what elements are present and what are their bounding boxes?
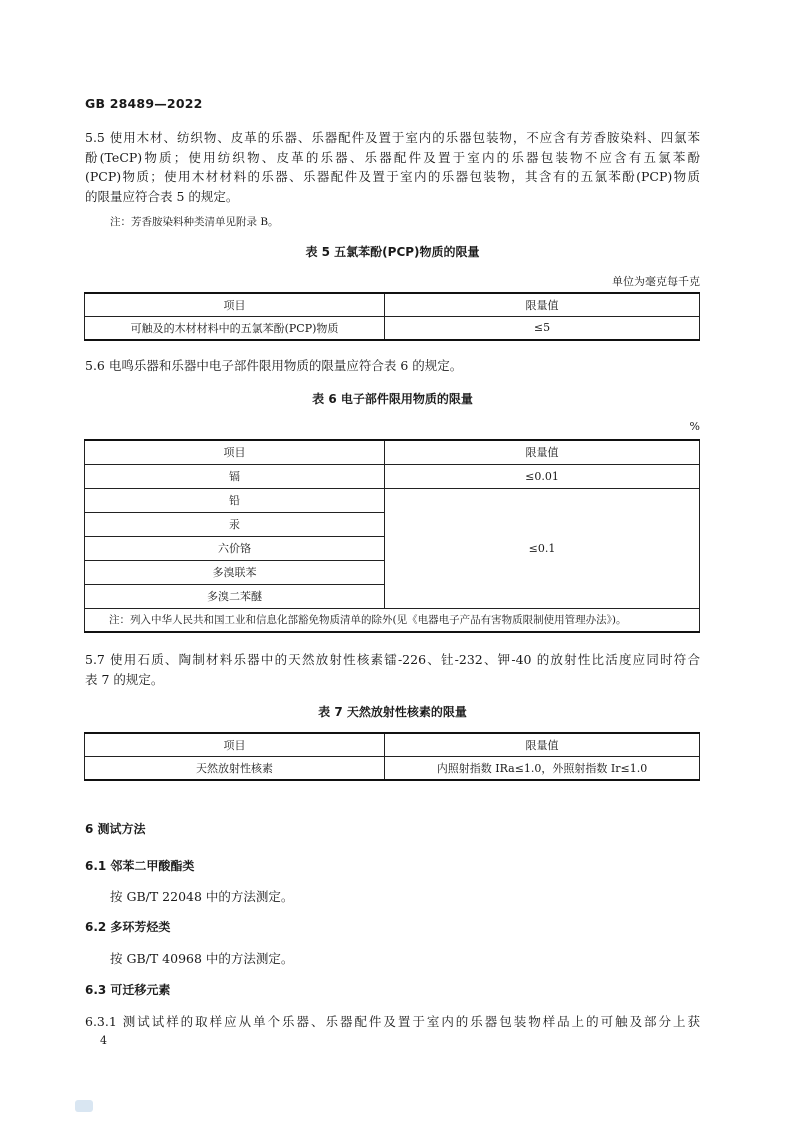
table6-unit: % bbox=[689, 420, 700, 433]
table6 bbox=[84, 439, 700, 633]
clause-5-5-note: 注：芳香胺染料种类清单见附录 B。 bbox=[110, 216, 279, 228]
table7-header-item: 项目 bbox=[85, 733, 385, 756]
table7-cell-item: 天然放射性核素 bbox=[85, 756, 385, 780]
clause-5-6: 5.6 电鸣乐器和乐器中电子部件限用物质的限量应符合表 6 的规定。 bbox=[85, 358, 463, 373]
table-row bbox=[85, 756, 700, 780]
table6-cell-item: 多溴二苯醚 bbox=[85, 584, 385, 608]
clause-5-7-line: 5.7 使用石质、陶制材料乐器中的天然放射性核素镭-226、钍-232、钾-40 的放射性比活度应同时符合 bbox=[85, 652, 700, 667]
section-6-3-title: 6.3 可迁移元素 bbox=[85, 983, 171, 997]
table-row bbox=[85, 316, 700, 340]
table7-caption: 表 7 天然放射性核素的限量 bbox=[318, 705, 467, 719]
table-row bbox=[85, 464, 700, 488]
table6-cell-group-limit: ≤0.1 bbox=[385, 488, 700, 608]
section-6-1-body: 按 GB/T 22048 中的方法测定。 bbox=[110, 889, 294, 904]
table5-cell-limit: ≤5 bbox=[385, 316, 700, 340]
table5-cell-item: 可触及的木材材料中的五氯苯酚(PCP)物质 bbox=[85, 316, 385, 340]
table7 bbox=[84, 732, 700, 781]
table5-header-item: 项目 bbox=[85, 293, 385, 316]
clause-5-7 bbox=[85, 650, 700, 689]
table6-cell-item: 六价铬 bbox=[85, 536, 385, 560]
table6-cell-item: 汞 bbox=[85, 512, 385, 536]
page-number: 4 bbox=[100, 1034, 107, 1047]
section-6-2-title: 6.2 多环芳烃类 bbox=[85, 920, 171, 934]
clause-5-7-line: 表 7 的规定。 bbox=[85, 671, 164, 687]
section-6-title: 6 测试方法 bbox=[85, 822, 146, 836]
table6-cell-item: 多溴联苯 bbox=[85, 560, 385, 584]
clause-6-3-1: 6.3.1 测试试样的取样应从单个乐器、乐器配件及置于室内的乐器包装物样品上的可触及部分上获 bbox=[85, 1014, 700, 1029]
clause-5-5-line: 的限量应符合表 5 的规定。 bbox=[85, 188, 239, 204]
table7-cell-limit: 内照射指数 IRa≤1.0，外照射指数 Ir≤1.0 bbox=[385, 756, 700, 780]
table6-note: 注：列入中华人民共和国工业和信息化部豁免物质清单的除外(见《电器电子产品有害物质限制使用管理办法》)。 bbox=[85, 608, 700, 632]
clause-5-5-line: 酚(TeCP)物质；使用纺织物、皮革的乐器、乐器配件及置于室内的乐器包装物不应含有五氯苯酚 bbox=[85, 149, 700, 165]
section-6-1-title: 6.1 邻苯二甲酸酯类 bbox=[85, 859, 195, 873]
table6-header-item: 项目 bbox=[85, 440, 385, 464]
table5 bbox=[84, 292, 700, 341]
table6-cell-item: 铅 bbox=[85, 488, 385, 512]
table5-caption: 表 5 五氯苯酚(PCP)物质的限量 bbox=[305, 245, 480, 259]
table5-header-limit: 限量值 bbox=[385, 293, 700, 316]
table6-cell-limit: ≤0.01 bbox=[385, 464, 700, 488]
table6-caption: 表 6 电子部件限用物质的限量 bbox=[312, 392, 473, 406]
section-6-2-body: 按 GB/T 40968 中的方法测定。 bbox=[110, 951, 294, 966]
table-row bbox=[85, 488, 700, 512]
table6-cell-item: 镉 bbox=[85, 464, 385, 488]
table6-header-limit: 限量值 bbox=[385, 440, 700, 464]
clause-5-5-line: 5.5 使用木材、纺织物、皮革的乐器、乐器配件及置于室内的乐器包装物，不应含有芳香胺染料、四氯苯 bbox=[85, 130, 700, 145]
clause-5-5-line: (PCP)物质；使用木材材料的乐器、乐器配件及置于室内的乐器包装物，其含有的五氯苯酚(PCP)物质 bbox=[85, 169, 700, 185]
standard-code-header: GB 28489—2022 bbox=[85, 96, 203, 111]
table7-header-limit: 限量值 bbox=[385, 733, 700, 756]
table5-unit: 单位为毫克每千克 bbox=[612, 275, 700, 288]
watermark-logo bbox=[75, 1100, 93, 1112]
clause-5-5 bbox=[85, 128, 700, 206]
